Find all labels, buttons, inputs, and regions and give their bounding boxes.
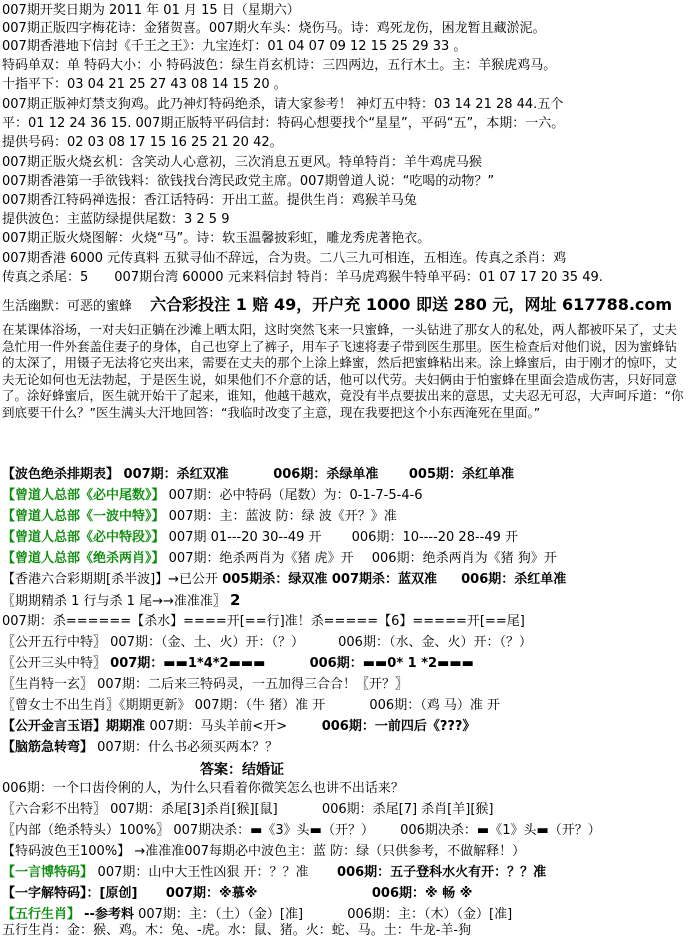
row-title: 【一言博特码】 <box>2 865 94 880</box>
row-wave-king <box>2 843 686 860</box>
row-no-special <box>2 801 686 818</box>
row-value-007: 007期：主：蓝波 防：绿 波《开？》准 <box>168 509 397 524</box>
row-title: 【曾道人总部《一波中特》】 <box>2 509 165 524</box>
row-value-006: 006期：五子登科水火有开：？？准 <box>337 865 547 880</box>
row-one-char <box>2 885 686 902</box>
row-color-kill <box>2 466 686 483</box>
row-subtitle: --参考料 <box>84 907 134 922</box>
row-title: 〖生肖特一玄〗 <box>2 677 94 692</box>
row-one-word <box>2 864 686 881</box>
row-brain-teaser <box>2 739 686 756</box>
row-half-wave <box>2 571 686 588</box>
row-five-elements <box>2 634 686 651</box>
row-value-006: 006期：杀绿单准 <box>273 467 379 482</box>
row-title: 〖内部（绝杀特头）100%〗 <box>2 823 170 838</box>
row-value-007: 007期 01---20 30--49 开 <box>168 530 322 545</box>
row-value-006: 006期：※ 畅 ※ <box>371 886 473 901</box>
humor-label: 生活幽默：可恶的蜜蜂 <box>2 299 133 314</box>
row-title: 【一字解特码】：[原创] <box>2 886 138 901</box>
ten-finger-line: 十指平下：03 04 21 25 27 43 08 14 15 20 。 <box>2 77 287 92</box>
row-value-007: 007期：必中特码（尾数）为：0-1-7-5-4-6 <box>168 488 423 503</box>
row-title: 〖期期精杀 1 行与杀 1 尾→→准准准〗 <box>2 594 226 609</box>
numbers-line: 提供号码：02 03 08 17 15 16 25 21 20 42。 <box>2 135 283 150</box>
draw-date-line: 007期开奖日期为 2011 年 01 月 15 日（星期六） <box>2 3 300 18</box>
row-value-007: 007期：※慕※ <box>165 886 258 901</box>
fire-image-line: 007期正版火烧图解：火烧“马”。诗：软玉温馨披彩虹，雕龙秀虎著艳衣。 <box>2 231 431 246</box>
row-title: 〖六合彩不出特〗 <box>2 802 107 817</box>
row-title: 【曾道人总部《必中特段》】 <box>2 530 165 545</box>
row-value-006: 006期决杀：▬《1》头▬（开？） <box>400 823 601 838</box>
row-title: 〖公开三头中特〗 <box>2 656 107 671</box>
row-value-007: 007期：杀尾[3]杀肖[猴][鼠] <box>110 802 278 817</box>
row-value-005: 005期：杀红单准 <box>408 467 515 482</box>
row-zodiac-elements: 五行生肖：金：猴、鸡。木：兔、-虎。水：鼠、猪。火：蛇、马。土：牛龙-羊-狗 <box>2 923 472 938</box>
row-title: 【公开金言玉语】期期准 <box>2 719 146 734</box>
special-code-line: 特码单双：单 特码大小：小 特码波色：绿生肖玄机诗：三四两边，五行木土。主：羊猴虎鸡马。 <box>2 58 557 73</box>
row-segment <box>2 529 686 546</box>
row-value-006: 006期：杀尾[7] 杀肖[羊][猴] <box>321 802 494 817</box>
row-value-006: 006期：主：（木）（金）[准] <box>347 907 513 922</box>
row-title: 【五行生肖】 <box>2 907 81 922</box>
joke-story: 在某课体浴场，一对夫妇正躺在沙滩上晒太阳，这时突然飞来一只蜜蜂，一头钻进了那女人的私处，两人都被吓呆了，丈夫急忙用一件外套盖住妻子的身体，自己也穿上了裤子，用车子飞速将妻子带到医生那里。医生检查后对他们说，因为蜜蜂钻的太深了，用镊子无法将它夹出来，需要在丈夫的那个上涂上蜂蜜，然后把蜜蜂粘出来。涂上蜂蜜后，由于刚才的惊吓，丈夫无论如何也无法勃起，于是医生说，如果他们不介意的话，他可以代劳。夫妇俩由于怕蜜蜂在里面会造成伤害，只好同意了。涂好蜂蜜后，医生就开始干了起来，谁知，他越干越欢，竟没有半点要拔出来的意思，丈夫忍无可忍，大声呵斥道：“你到底要干什么？”医生满头大汗地回答：“我临时改变了主意，现在我要把这个小东西淹死在里面。” <box>2 322 684 420</box>
row-value-007: 007期：山中大王性凶狠 开：？？准 <box>97 865 309 880</box>
row-value-007: 005期杀：绿双准 007期杀：蓝双准 <box>222 572 437 587</box>
row-tail <box>2 487 686 504</box>
row-value-007: 007期：绝杀两肖为《猪 虎》开 <box>168 551 354 566</box>
ad-text: 六合彩投注 1 赔 49，开户充 1000 即送 280 元，网址 617788.com <box>150 296 673 314</box>
poem-line: 007期正版四字梅花诗：金猪贺喜。007期火车头：烧伤马。诗：鸡死龙伤，困龙暂且藏淤泥。 <box>2 21 546 36</box>
row-value-007: 007期：▬▬1*4*2▬▬▬ <box>110 656 266 671</box>
teaser-answer: 答案：结婚证 <box>200 762 284 778</box>
wave-color-line: 提供波色：主蓝防绿提供尾数：3 2 5 9 <box>2 212 230 227</box>
row-kill-water: 007期：杀======【杀水】====开[==行]准！杀=====【6】=====开[==尾] <box>2 614 525 629</box>
row-no-zodiac <box>2 697 686 714</box>
row-value-007: →准准准007每期必中波色主：蓝 防：绿（只供参考，不做解释！） <box>134 844 526 859</box>
row-title: 【脑筋急转弯】 <box>2 740 94 755</box>
row-title: 〖曾女士不出生肖〗《期期更新》 <box>2 698 191 713</box>
row-title: 【特码波色王100%】 <box>2 844 131 859</box>
row-value-007: 007期：什么书必须买两本？？ <box>97 740 278 755</box>
row-value-007: 007期：主：（土）（金）[准] <box>138 907 304 922</box>
row-value-006: 006期：杀红单准 <box>461 572 567 587</box>
row-value-007: 007期：（牛 猪）准 开 <box>194 698 326 713</box>
row-value-007: 007期：杀红双准 <box>123 467 229 482</box>
row-title: 【曾道人总部《必中尾数》】 <box>2 488 165 503</box>
row-kill-line <box>2 592 686 610</box>
row-value-007: 007期：马头羊前<开> <box>149 719 288 734</box>
fax-line-1: 007期香港 6000 元传真料 五狱寻仙不辞远，合为贵。二八三九可相连，五相连。传真之杀肖：鸡 <box>2 251 567 266</box>
row-three-heads <box>2 655 686 672</box>
envelope-line: 007期香港地下信封《千王之王》：九宝连灯：01 04 07 09 12 15 25 29 33 。 <box>2 39 467 54</box>
lamp-line: 007期正版神灯禁支狗鸡。此乃神灯特码绝杀，请大家参考！ 神灯五中特：03 14 21 28 44.五个 <box>2 97 564 112</box>
row-value-006: 006期：（水、金、火）开：（？） <box>338 635 532 650</box>
row-value-007: 007期决杀：▬《3》头▬（开？） <box>173 823 374 838</box>
row-title: 〖公开五行中特〗 <box>2 635 107 650</box>
row-title: 【香港六合彩期期[杀半波]】→已公开 <box>2 572 219 587</box>
row-value-006: 006期：绝杀两肖为《猪 狗》开 <box>371 551 557 566</box>
row-value-006: 006期：▬▬0* 1 *2▬▬▬ <box>309 656 474 671</box>
row-value-006: 006期：一前四后《???》 <box>321 719 476 734</box>
row-golden-words <box>2 718 686 735</box>
row-kill-two <box>2 550 686 567</box>
row-value-007: 007期：二后来三特码灵，一五加得三合合！〖开？〗 <box>97 677 408 692</box>
row-one-wave <box>2 508 686 525</box>
row-five-zodiac <box>2 906 686 923</box>
hk-material-line: 007期香港第一手欲钱料：欲钱找台湾民政党主席。007期曾道人说：“吃喝的动物？” <box>2 174 495 189</box>
row-title: 【曾道人总部《绝杀两肖》】 <box>2 551 165 566</box>
xiangjiang-line: 007期香江特码禅选报：香江话特码：开出工蓝。提供生肖：鸡猴羊马兔 <box>2 193 417 208</box>
fax-line-2: 传真之杀尾：5 007期台湾 60000 元来料信封 特肖：羊马虎鸡猴牛特单平码：01 07 17 20 35 49. <box>2 270 603 285</box>
fire-riddle-line: 007期正版火烧玄机：含笑动人心意初，三次消息五更风。特单特肖：羊牛鸡虎马猴 <box>2 155 482 170</box>
row-value-006: 006期：（鸡 马）准 开 <box>369 698 500 713</box>
row-value-006: 006期：10----20 28--49 开 <box>351 530 519 545</box>
row-title: 【波色绝杀排期表】 <box>2 467 120 482</box>
ad-row <box>2 296 686 315</box>
row-value-007: 007期：（金、土、火）开：（？） <box>110 635 304 650</box>
row-teaser-006: 006期：一个口齿伶俐的人，为什么只看着你微笑怎么也讲不出话来？ <box>2 781 404 796</box>
row-value: 2 <box>230 592 241 609</box>
flat-code-line: 平：01 12 24 36 15. 007期正版特平码信封：特码心想要找个“星星”，平码“五”，本期：一六。 <box>2 116 565 131</box>
row-zodiac-mystery <box>2 676 686 693</box>
row-kill-head <box>2 822 686 839</box>
